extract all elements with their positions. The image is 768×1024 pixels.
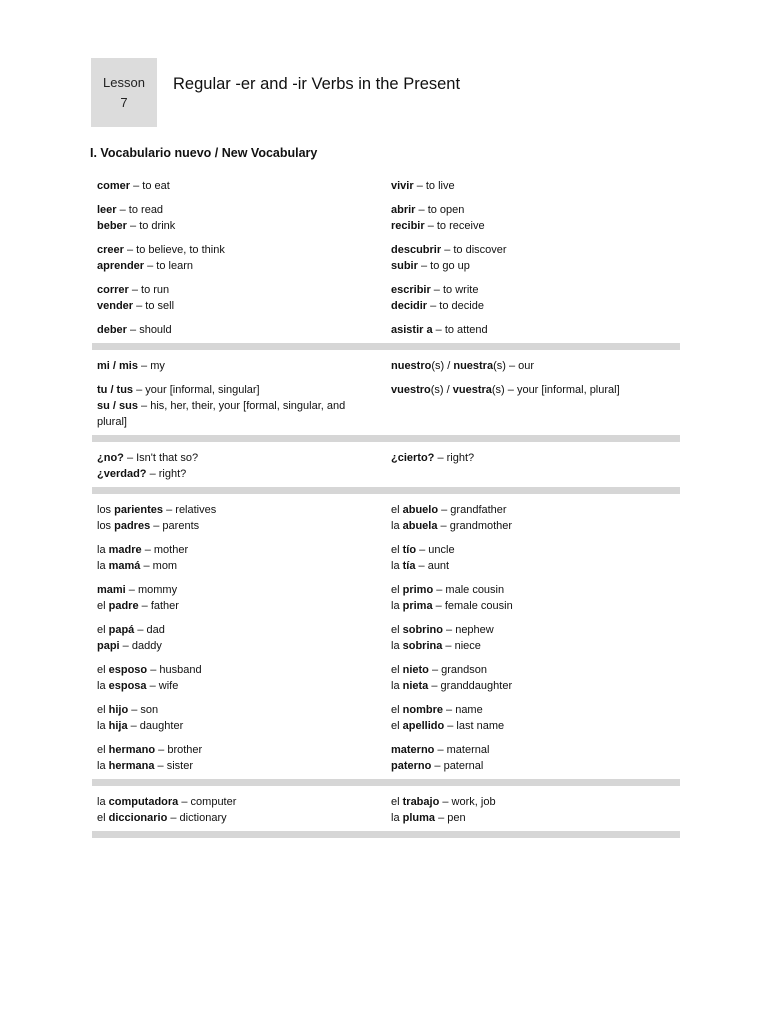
- vocab-entry: [97, 742, 372, 758]
- vocab-row: [92, 702, 680, 734]
- vocab-text: – niece: [442, 640, 481, 652]
- lesson-number: 7: [120, 94, 128, 110]
- vocab-text: – dad: [134, 624, 165, 636]
- group-divider: [92, 831, 680, 838]
- group-divider: [92, 487, 680, 494]
- vocab-term: pluma: [402, 812, 436, 824]
- vocab-text: – my: [137, 360, 165, 372]
- vocab-entry: [391, 702, 680, 718]
- vocab-term: asistir a: [391, 324, 433, 336]
- vocab-text: el: [391, 664, 403, 676]
- vocab-cell-left: [92, 202, 386, 234]
- vocab-text: – son: [128, 704, 159, 716]
- vocab-text: – daddy: [119, 640, 162, 652]
- vocab-entry: [391, 282, 680, 298]
- vocab-cell-right: [386, 702, 680, 734]
- vocab-text: – right?: [434, 452, 475, 464]
- vocab-entry: [391, 582, 680, 598]
- vocab-entry: [391, 794, 680, 810]
- vocab-text: – mom: [140, 560, 178, 572]
- vocab-text: – to run: [128, 284, 170, 296]
- vocab-term: nieta: [402, 680, 429, 692]
- vocab-text: – uncle: [416, 544, 455, 556]
- vocab-entry: [391, 622, 680, 638]
- vocab-text: el: [391, 504, 403, 516]
- vocab-cell-left: [92, 702, 386, 734]
- vocab-entry: [391, 558, 680, 574]
- vocab-text: la: [97, 760, 109, 772]
- vocab-text: – to eat: [130, 180, 170, 192]
- vocab-cell-left: [92, 742, 386, 774]
- vocab-group: [92, 500, 680, 776]
- vocab-entry: [97, 218, 372, 234]
- vocab-entry: [97, 758, 372, 774]
- vocab-entry: [97, 582, 372, 598]
- vocab-entry: [391, 758, 680, 774]
- vocab-cell-right: [386, 622, 680, 654]
- vocab-text: – to discover: [441, 244, 507, 256]
- vocab-term: correr: [97, 284, 129, 296]
- vocab-text: el: [391, 544, 403, 556]
- vocab-text: el: [97, 812, 109, 824]
- vocab-term: ¿verdad?: [97, 468, 147, 480]
- vocab-term: creer: [97, 244, 124, 256]
- vocab-entry: [391, 382, 680, 398]
- vocab-row: [92, 202, 680, 234]
- vocab-term: recibir: [391, 220, 425, 232]
- vocab-cell-right: [386, 202, 680, 234]
- vocab-cell-left: [92, 502, 386, 534]
- vocab-entry: [391, 258, 680, 274]
- vocab-term: mi / mis: [97, 360, 138, 372]
- vocab-text: – your [informal, singular]: [133, 384, 260, 396]
- vocab-cell-right: [386, 662, 680, 694]
- vocab-text: – to write: [430, 284, 479, 296]
- vocab-text: el: [391, 624, 403, 636]
- vocab-cell-right: [386, 582, 680, 614]
- vocab-term: mami: [97, 584, 126, 596]
- vocab-cell-right: [386, 282, 680, 314]
- vocab-cell-right: [386, 382, 680, 430]
- vocab-text: – grandfather: [438, 504, 507, 516]
- vocab-cell-right: [386, 178, 680, 194]
- vocab-term: decidir: [391, 300, 428, 312]
- vocab-term: abuelo: [402, 504, 439, 516]
- vocab-cell-left: [92, 358, 386, 374]
- group-divider: [92, 343, 680, 350]
- vocab-cell-left: [92, 622, 386, 654]
- vocab-entry: [391, 662, 680, 678]
- vocab-cell-right: [386, 542, 680, 574]
- vocab-term: beber: [97, 220, 127, 232]
- vocab-entry: [391, 178, 680, 194]
- vocabulary-table: [92, 176, 680, 844]
- vocab-term: tío: [402, 544, 417, 556]
- vocab-row: [92, 358, 680, 374]
- vocab-entry: [97, 702, 372, 718]
- vocab-text: – granddaughter: [428, 680, 513, 692]
- vocab-text: – brother: [155, 744, 203, 756]
- vocab-term: hermano: [108, 744, 156, 756]
- vocab-cell-right: [386, 794, 680, 826]
- vocab-text: – right?: [146, 468, 187, 480]
- vocab-entry: [97, 662, 372, 678]
- vocab-text: – husband: [147, 664, 202, 676]
- vocab-term: paterno: [391, 760, 432, 772]
- vocab-entry: [97, 718, 372, 734]
- vocab-entry: [97, 242, 372, 258]
- vocab-entry: [391, 718, 680, 734]
- vocab-term: mamá: [108, 560, 141, 572]
- vocab-term: vuestro: [391, 384, 431, 396]
- vocab-term: deber: [97, 324, 127, 336]
- vocab-text: – to live: [413, 180, 455, 192]
- vocab-text: – to learn: [144, 260, 193, 272]
- vocab-entry: [97, 298, 372, 314]
- vocab-entry: [97, 810, 372, 826]
- vocab-entry: [391, 678, 680, 694]
- vocab-text: – to drink: [126, 220, 176, 232]
- vocab-entry: [97, 382, 372, 398]
- vocab-entry: [391, 810, 680, 826]
- vocab-entry: [97, 450, 372, 466]
- vocab-term: aprender: [97, 260, 145, 272]
- vocab-text: – to attend: [432, 324, 488, 336]
- vocab-term: esposo: [108, 664, 148, 676]
- vocab-text: la: [391, 640, 403, 652]
- vocab-term: vuestra: [452, 384, 492, 396]
- vocab-text: – father: [138, 600, 179, 612]
- vocab-row: [92, 178, 680, 194]
- vocab-entry: [391, 358, 680, 374]
- vocab-row: [92, 662, 680, 694]
- vocab-cell-right: [386, 358, 680, 374]
- vocab-text: – name: [442, 704, 483, 716]
- vocab-row: [92, 450, 680, 482]
- vocab-term: esposa: [108, 680, 147, 692]
- vocab-term: subir: [391, 260, 418, 272]
- vocab-text: – last name: [444, 720, 505, 732]
- vocab-term: materno: [391, 744, 435, 756]
- vocab-entry: [97, 558, 372, 574]
- vocab-text: – mother: [141, 544, 189, 556]
- vocab-term: abrir: [391, 204, 416, 216]
- vocab-entry: [391, 298, 680, 314]
- group-divider: [92, 435, 680, 442]
- vocab-row: [92, 582, 680, 614]
- page-title: Regular -er and -ir Verbs in the Present: [173, 75, 461, 93]
- vocab-text: – sister: [154, 760, 193, 772]
- vocab-term: nuestro: [391, 360, 432, 372]
- vocab-term: abuela: [402, 520, 438, 532]
- vocab-term: su / sus: [97, 400, 138, 412]
- vocab-row: [92, 794, 680, 826]
- vocab-text: – to receive: [424, 220, 485, 232]
- vocab-cell-right: [386, 450, 680, 482]
- vocab-text: – grandson: [428, 664, 488, 676]
- vocab-text: la: [97, 560, 109, 572]
- vocab-term: parientes: [114, 504, 164, 516]
- vocab-text: – male cousin: [433, 584, 505, 596]
- vocab-term: tía: [402, 560, 416, 572]
- vocab-entry: [391, 322, 680, 338]
- section-heading: I. Vocabulario nuevo / New Vocabulary: [90, 146, 318, 160]
- vocab-cell-left: [92, 582, 386, 614]
- vocab-entry: [97, 466, 372, 482]
- vocab-text: – daughter: [127, 720, 184, 732]
- vocab-group: [92, 448, 680, 484]
- vocab-entry: [391, 518, 680, 534]
- vocab-group: [92, 356, 680, 432]
- vocab-term: ¿cierto?: [391, 452, 435, 464]
- vocab-term: nuestra: [453, 360, 494, 372]
- vocab-text: – to open: [415, 204, 465, 216]
- vocab-cell-left: [92, 282, 386, 314]
- vocab-entry: [97, 622, 372, 638]
- lesson-badge: [91, 58, 157, 127]
- vocab-term: descubrir: [391, 244, 442, 256]
- vocab-cell-right: [386, 502, 680, 534]
- vocab-entry: [391, 502, 680, 518]
- vocab-text: el: [391, 704, 403, 716]
- vocab-text: – aunt: [415, 560, 450, 572]
- vocab-text: el: [97, 664, 109, 676]
- vocab-text: – wife: [146, 680, 179, 692]
- vocab-term: hermana: [108, 760, 155, 772]
- vocab-entry: [97, 202, 372, 218]
- vocab-text: – mommy: [125, 584, 178, 596]
- vocab-text: la: [97, 544, 109, 556]
- vocab-entry: [391, 542, 680, 558]
- vocab-group: [92, 792, 680, 828]
- vocab-term: vender: [97, 300, 134, 312]
- vocab-text: – to read: [116, 204, 164, 216]
- vocab-cell-left: [92, 794, 386, 826]
- vocab-term: tu / tus: [97, 384, 134, 396]
- vocab-text: el: [97, 600, 109, 612]
- vocab-term: nombre: [402, 704, 443, 716]
- vocab-term: hija: [108, 720, 128, 732]
- vocab-term: sobrina: [402, 640, 443, 652]
- vocab-text: – grandmother: [437, 520, 513, 532]
- vocab-text: – should: [126, 324, 172, 336]
- vocab-term: leer: [97, 204, 117, 216]
- vocab-text: – nephew: [442, 624, 494, 636]
- vocab-text: – work, job: [439, 796, 496, 808]
- vocab-row: [92, 742, 680, 774]
- vocab-term: diccionario: [108, 812, 168, 824]
- vocab-cell-left: [92, 382, 386, 430]
- vocab-text: la: [391, 600, 403, 612]
- vocab-cell-left: [92, 178, 386, 194]
- vocab-text: (s) /: [430, 384, 453, 396]
- vocab-row: [92, 242, 680, 274]
- vocab-entry: [391, 638, 680, 654]
- vocab-text: el: [97, 704, 109, 716]
- vocab-text: – computer: [178, 796, 237, 808]
- vocab-term: computadora: [108, 796, 179, 808]
- vocab-term: escribir: [391, 284, 431, 296]
- vocab-cell-left: [92, 450, 386, 482]
- vocab-entry: [391, 218, 680, 234]
- vocab-cell-left: [92, 542, 386, 574]
- vocab-term: prima: [402, 600, 433, 612]
- vocab-text: – parents: [150, 520, 200, 532]
- vocab-row: [92, 502, 680, 534]
- vocab-entry: [97, 542, 372, 558]
- vocab-term: primo: [402, 584, 434, 596]
- vocab-term: apellido: [402, 720, 445, 732]
- vocab-text: – maternal: [434, 744, 490, 756]
- vocab-cell-right: [386, 242, 680, 274]
- vocab-text: los: [97, 504, 115, 516]
- vocab-term: hijo: [108, 704, 129, 716]
- vocab-cell-left: [92, 322, 386, 338]
- vocab-text: – to decide: [427, 300, 484, 312]
- vocab-term: padres: [114, 520, 151, 532]
- vocab-text: – paternal: [431, 760, 484, 772]
- vocab-text: la: [97, 680, 109, 692]
- vocab-row: [92, 282, 680, 314]
- vocab-entry: [97, 794, 372, 810]
- vocab-text: el: [391, 720, 403, 732]
- vocab-row: [92, 542, 680, 574]
- vocab-text: (s) – your [informal, plural]: [491, 384, 620, 396]
- vocab-term: madre: [108, 544, 142, 556]
- vocab-term: vivir: [391, 180, 414, 192]
- vocab-text: la: [97, 720, 109, 732]
- vocab-entry: [97, 358, 372, 374]
- vocab-entry: [391, 242, 680, 258]
- vocab-text: – dictionary: [167, 812, 227, 824]
- vocab-entry: [391, 202, 680, 218]
- vocab-text: – Isn't that so?: [123, 452, 199, 464]
- vocab-entry: [97, 282, 372, 298]
- vocab-text: la: [97, 796, 109, 808]
- vocab-row: [92, 322, 680, 338]
- vocab-term: ¿no?: [97, 452, 124, 464]
- vocab-text: el: [97, 624, 109, 636]
- vocab-entry: [97, 518, 372, 534]
- vocab-entry: [391, 598, 680, 614]
- vocab-text: (s) – our: [493, 360, 535, 372]
- vocab-entry: [391, 742, 680, 758]
- vocab-term: comer: [97, 180, 131, 192]
- vocab-cell-right: [386, 742, 680, 774]
- vocab-text: la: [391, 812, 403, 824]
- vocab-cell-left: [92, 662, 386, 694]
- vocab-entry: [97, 178, 372, 194]
- vocab-entry: [97, 258, 372, 274]
- vocab-entry: [97, 598, 372, 614]
- vocab-row: [92, 622, 680, 654]
- group-divider: [92, 779, 680, 786]
- vocab-text: – to go up: [417, 260, 470, 272]
- vocab-text: el: [391, 584, 403, 596]
- vocab-text: – relatives: [163, 504, 217, 516]
- vocab-text: (s) /: [431, 360, 454, 372]
- lesson-label: Lesson: [103, 74, 145, 90]
- vocab-text: la: [391, 680, 403, 692]
- vocab-entry: [97, 502, 372, 518]
- vocab-text: – his, her, their, your [formal, singular, and plural]: [97, 400, 346, 428]
- vocab-entry: [391, 450, 680, 466]
- vocab-text: la: [391, 520, 403, 532]
- vocab-cell-left: [92, 242, 386, 274]
- vocab-text: los: [97, 520, 115, 532]
- vocab-text: el: [391, 796, 403, 808]
- vocab-term: trabajo: [402, 796, 440, 808]
- vocab-text: – female cousin: [432, 600, 513, 612]
- vocab-text: – to believe, to think: [123, 244, 225, 256]
- vocab-term: sobrino: [402, 624, 443, 636]
- vocab-cell-right: [386, 322, 680, 338]
- vocab-text: – to sell: [133, 300, 175, 312]
- vocab-entry: [97, 398, 372, 430]
- vocab-text: – pen: [435, 812, 466, 824]
- vocab-text: el: [97, 744, 109, 756]
- vocab-entry: [97, 322, 372, 338]
- vocab-term: papi: [97, 640, 120, 652]
- vocab-text: la: [391, 560, 403, 572]
- vocab-entry: [97, 638, 372, 654]
- vocab-entry: [97, 678, 372, 694]
- vocab-row: [92, 382, 680, 430]
- vocab-group: [92, 176, 680, 340]
- vocab-term: papá: [108, 624, 135, 636]
- vocab-term: padre: [108, 600, 139, 612]
- vocab-term: nieto: [402, 664, 429, 676]
